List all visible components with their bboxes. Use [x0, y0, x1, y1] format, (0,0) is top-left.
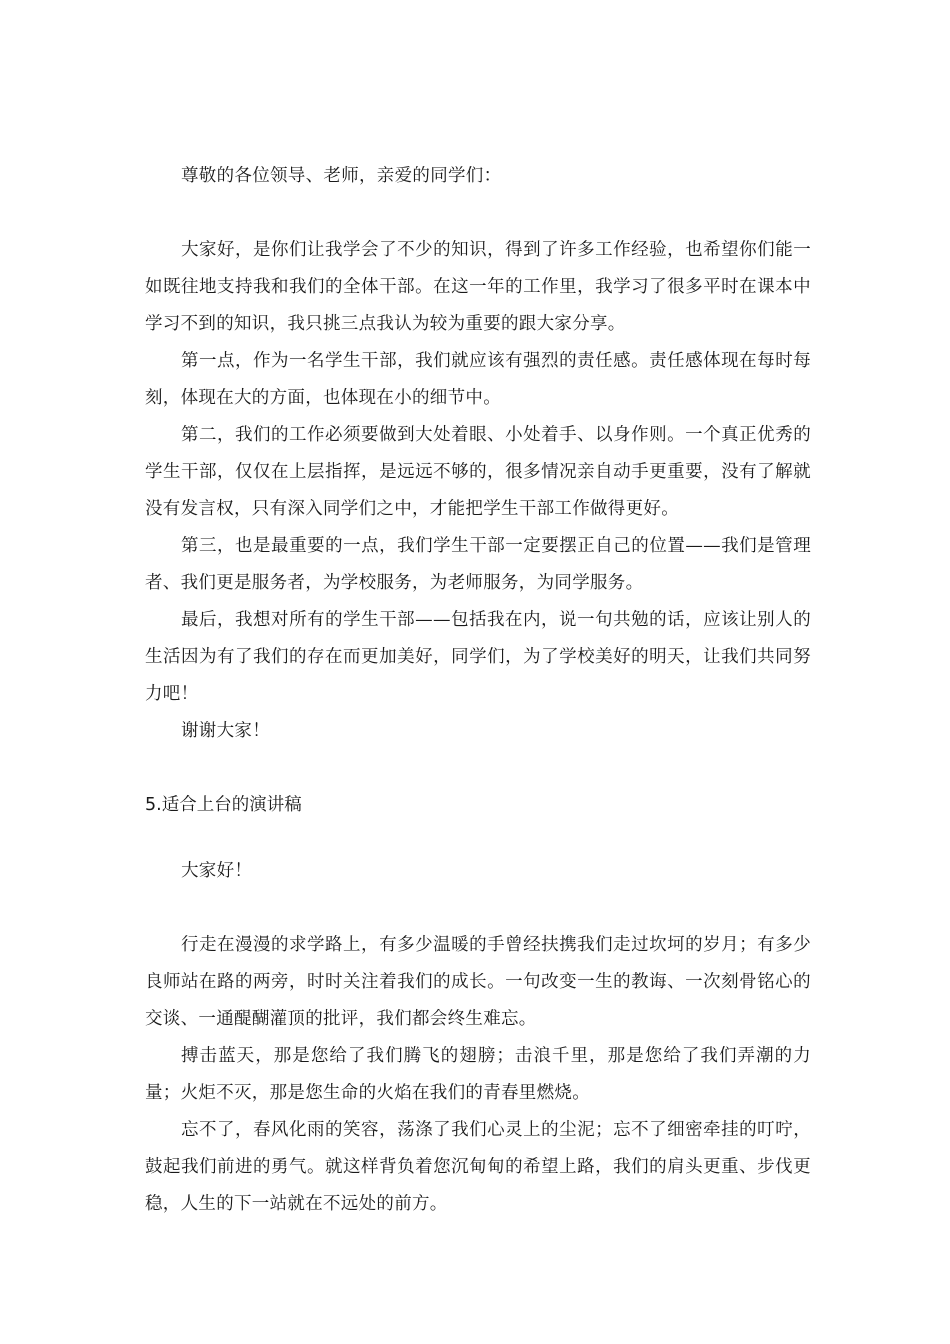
section-heading: 5.适合上台的演讲稿: [145, 795, 302, 815]
paragraph: 第一点，作为一名学生干部，我们就应该有强烈的责任感。责任感体现在每时每刻，体现在大的方面，也体现在小的细节中。: [145, 351, 811, 408]
paragraph: 第三，也是最重要的一点，我们学生干部一定要摆正自己的位置——我们是管理者、我们更是服务者，为学校服务，为老师服务，为同学服务。: [145, 536, 811, 593]
paragraph: 大家好，是你们让我学会了不少的知识，得到了许多工作经验，也希望你们能一如既往地支持我和我们的全体干部。在这一年的工作里，我学习了很多平时在课本中学习不到的知识，我只挑三点我认为较为重要的跟大家分享。: [145, 240, 811, 334]
paragraph: 搏击蓝天，那是您给了我们腾飞的翅膀；击浪千里，那是您给了我们弄潮的力量；火炬不灭，那是您生命的火焰在我们的青春里燃烧。: [145, 1046, 811, 1103]
salutation: 尊敬的各位领导、老师，亲爱的同学们：: [181, 166, 502, 186]
greeting: 大家好！: [181, 861, 253, 881]
paragraph: 第二，我们的工作必须要做到大处着眼、小处着手、以身作则。一个真正优秀的学生干部，仅仅在上层指挥，是远远不够的，很多情况亲自动手更重要，没有了解就没有发言权，只有深入同学们之中，才能把学生干部工作做得更好。: [145, 425, 811, 519]
closing-line: 谢谢大家！: [181, 721, 270, 741]
paragraph: 行走在漫漫的求学路上，有多少温暖的手曾经扶携我们走过坎坷的岁月；有多少良师站在路的两旁，时时关注着我们的成长。一句改变一生的教诲、一次刻骨铭心的交谈、一通醍醐灌顶的批评，我们都会终生难忘。: [145, 935, 811, 1029]
paragraph: 最后，我想对所有的学生干部——包括我在内，说一句共勉的话，应该让别人的生活因为有了我们的存在而更加美好，同学们，为了学校美好的明天，让我们共同努力吧！: [145, 610, 811, 704]
paragraph: 忘不了，春风化雨的笑容，荡涤了我们心灵上的尘泥；忘不了细密牵挂的叮咛，鼓起我们前进的勇气。就这样背负着您沉甸甸的希望上路，我们的肩头更重、步伐更稳，人生的下一站就在不远处的前方。: [145, 1120, 811, 1214]
